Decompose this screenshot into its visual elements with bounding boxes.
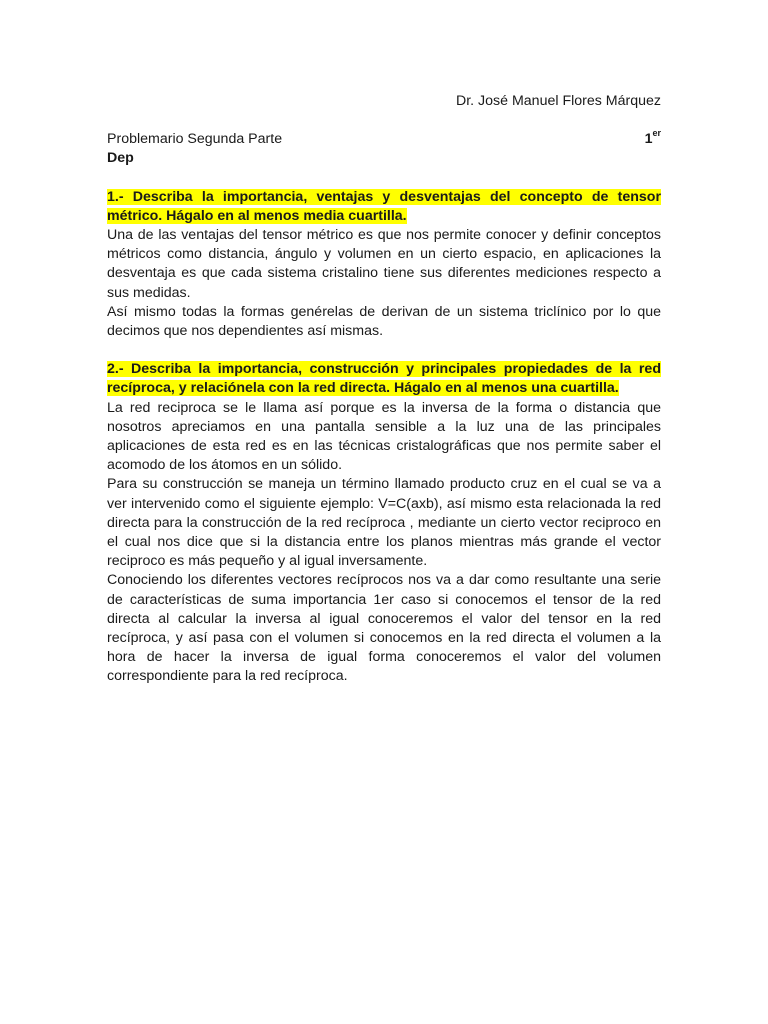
department-label: Dep: [107, 150, 134, 167]
question-1: [107, 188, 661, 226]
header-row: [107, 130, 661, 149]
department-number: [645, 130, 661, 149]
answer-1-paragraph-2: Así mismo todas la formas genérelas de derivan de un sistema triclínico por lo que decimos que nos dependientes así mismas.: [107, 303, 661, 340]
department-number-superscript: er: [652, 128, 661, 139]
question-2: [107, 360, 661, 398]
question-1-text: 1.- Describa la importancia, ventajas y desventajas del concepto de tensor métrico. Hágalo en al menos media cuartilla.: [107, 188, 661, 224]
answer-2-paragraph-2: Para su construcción se maneja un término llamado producto cruz en el cual se va a ver intervenido como el siguiente ejemplo: V=C(axb), así mismo esta relacionada la red directa para la construcción de la red recíproca , mediante un cierto vector reciproco en el cual nos dice que si la distancia entre los planos mientras más grande el vector reciproco es más pequeño y al igual inversamente.: [107, 476, 661, 570]
section-gap: [107, 341, 661, 360]
question-2-text: 2.- Describa la importancia, construcción y principales propiedades de la red recíproca, y relaciónela con la red directa. Hágalo en al menos una cuartilla.: [107, 361, 661, 397]
answer-2-paragraph-1: La red reciproca se le llama así porque es la inversa de la forma o distancia que nosotros apreciamos en una pantalla sensible a la luz una de las principales aplicaciones de esta red es en las técnicas cristalográficas que nos permite saber el acomodo de los átomos en un sólido.: [107, 399, 661, 474]
department-number-value: 1: [644, 131, 653, 148]
answer-2-paragraph-3: Conociendo los diferentes vectores recíprocos nos va a dar como resultante una serie de características de suma importancia 1er caso si conocemos el tensor de la red directa al calcular la inversa al igual conoceremos el valor del tensor en la red recíproca, y así pasa con el volumen si conocemos en la red directa el volumen a la hora de hacer la inversa de igual forma conoceremos el valor del volumen correspondiente para la red recíproca.: [107, 572, 661, 685]
document-title: Problemario Segunda Parte: [107, 131, 283, 148]
author-name: Dr. José Manuel Flores Márquez: [455, 93, 661, 109]
answer-1-paragraph-1: Una de las ventajas del tensor métrico es que nos permite conocer y definir conceptos métricos como distancia, ángulo y volumen en un cierto espacio, en aplicaciones la desventaja es que cada sistema cristalino tiene sus diferentes mediciones respecto a sus medidas.: [107, 227, 661, 301]
